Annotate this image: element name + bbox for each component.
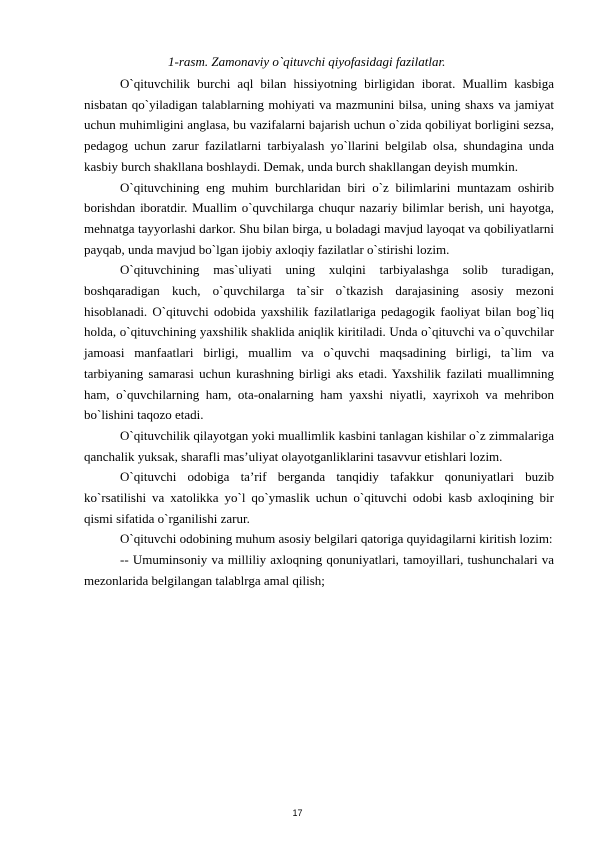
list-item-universal-morality: -- Umuminsoniy va milliliy axloqning qonuniyatlari, tamoyillari, tushunchalari va mezonlarida belgilangan talablrga amal qilish; xyxy=(84,552,554,588)
document-page xyxy=(84,52,554,592)
paragraph-knowledge: O`qituvchining eng muhim burchlaridan biri o`z bilimlarini muntazam oshirib borishdan iboratdir. Muallim o`quvchilarga chuqur nazariy bilimlar berish, uni hayotga, mehnatga tayyorlashi darkor. Shu bilan birga, u boladagi mavjud layoqat va qobiliyatlarni payqab, unda mavjud bo`lgan ijobiy axloqiy fazilatlar o`stirishi lozim. xyxy=(84,179,554,257)
page-number: 17 xyxy=(292,808,303,818)
paragraph-profession-choice: O`qituvchilik qilayotgan yoki muallimlik kasbini tanlagan kishilar o`z zimmalariga qanchalik yuksak, sharafli mas’uliyat olayotganliklarini tasavvur etishlari lozim. xyxy=(84,427,554,464)
paragraph-main-signs: O`qituvchi odobining muhum asosiy belgilari qatoriga quyidagilarni kiritish lozim: xyxy=(120,531,553,547)
paragraph-duty: O`qituvchilik burchi aql bilan hissiyotning birligidan iborat. Muallim kasbiga nisbatan qo`yiladigan talablarning mohiyati va mazmunini bilsa, uning shaxs va jamiyat uchun muhimligini anglasa, bu vazifalarni bajarish uchun o`zida qobiliyat borligini sezsa, pedagog uchun zarur fazilatlarni tarbiyalash yo`llarini belgilab olsa, shundagina unda kasbiy burch shakllana boshlaydi. Demak, unda burch shakllangan deyish mumkin. xyxy=(84,76,554,174)
figure-caption: 1-rasm. Zamonaviy o`qituvchi qiyofasidagi fazilatlar. xyxy=(168,54,446,69)
paragraph-responsibility: O`qituvchining mas`uliyati uning xulqini tarbiyalashga solib turadigan, boshqaradigan kuch, o`quvchilarga ta`sir o`tkazish darajasining asosiy mezoni hisoblanadi. O`qituvchi odobida yaxshilik fazilatlariga pedagogik faoliyat bilan bog`liq holda, o`qituvchining yaxshilik shaklida aniqlik kiritiladi. Unda o`qituvchi va o`quvchilar jamoasi manfaatlari birligi, muallim va o`quvchi maqsadining birligi, ta`lim va tarbiyaning samarasi uchun kurashning birligi aks etadi. Yaxshilik fazilati muallimning ham, o`quvchilarning ham, ota-onalarning ham yaxshi niyatli, xayrixoh va mehribon bo`lishini taqozo etadi. xyxy=(84,262,554,423)
paragraph-ethics-definition: O`qituvchi odobiga ta’rif berganda tanqidiy tafakkur qonuniyatlari buzib ko`rsatilishi va xatolikka yo`l qo`ymaslik uchun o`qituvchi odobi kasb axloqining bir qismi sifatida o`rganilishi zarur. xyxy=(84,469,554,526)
